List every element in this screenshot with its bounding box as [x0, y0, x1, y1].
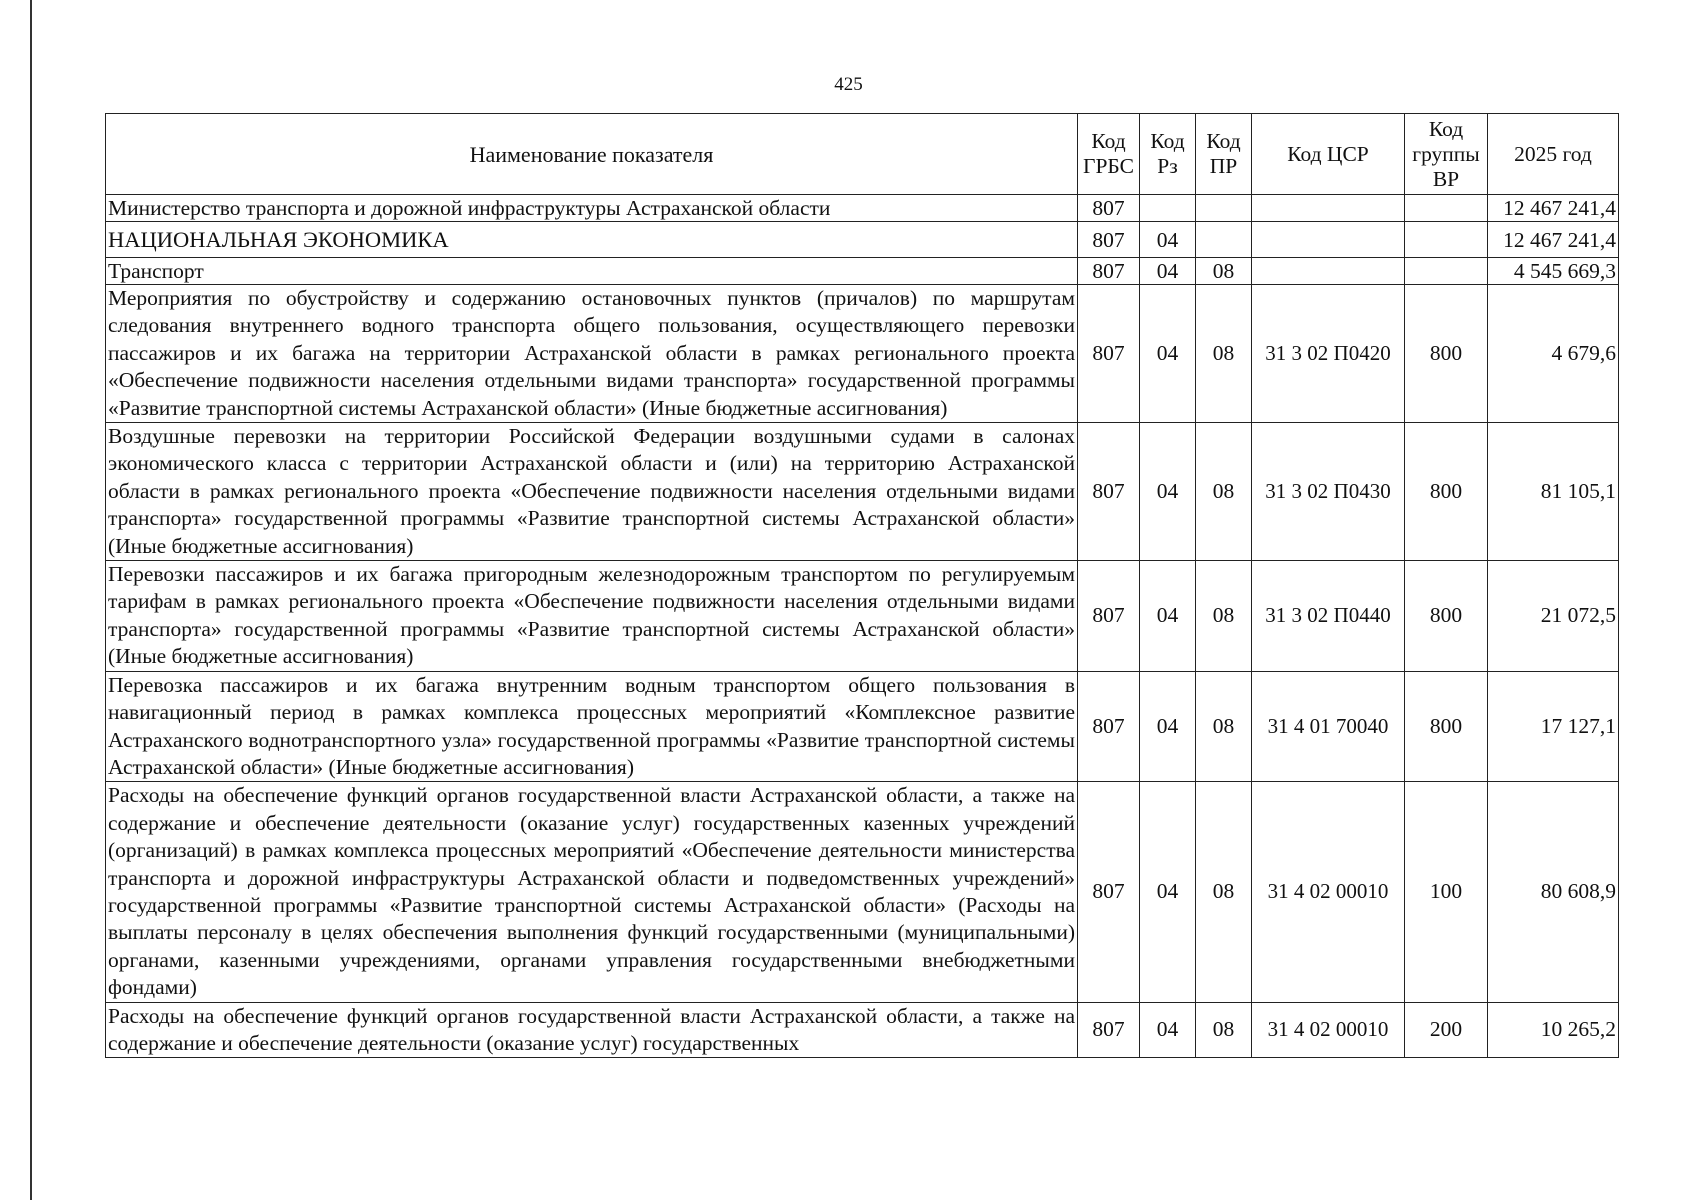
header-year: 2025 год — [1488, 114, 1619, 195]
row-vr: 100 — [1405, 782, 1488, 1002]
row-pr: 08 — [1196, 285, 1252, 423]
row-name: Расходы на обеспечение функций органов государственной власти Астраханской области, а также на содержание и обеспечение деятельности (оказание услуг) государственных — [106, 1002, 1078, 1058]
row-name: Транспорт — [106, 258, 1078, 285]
row-vr: 800 — [1405, 423, 1488, 561]
header-vr: Код группы ВР — [1405, 114, 1488, 195]
row-pr — [1196, 222, 1252, 258]
row-rz — [1140, 195, 1196, 222]
header-rz: Код Рз — [1140, 114, 1196, 195]
row-grbs: 807 — [1078, 195, 1140, 222]
header-pr: Код ПР — [1196, 114, 1252, 195]
table-row — [106, 222, 1619, 258]
row-pr: 08 — [1196, 423, 1252, 561]
table-row — [106, 423, 1619, 561]
row-vr — [1405, 222, 1488, 258]
row-grbs: 807 — [1078, 561, 1140, 672]
row-rz: 04 — [1140, 285, 1196, 423]
row-amount: 12 467 241,4 — [1488, 195, 1619, 222]
row-grbs: 807 — [1078, 258, 1140, 285]
row-name: Министерство транспорта и дорожной инфраструктуры Астраханской области — [106, 195, 1078, 222]
header-csr: Код ЦСР — [1252, 114, 1405, 195]
row-rz: 04 — [1140, 671, 1196, 782]
row-amount: 4 679,6 — [1488, 285, 1619, 423]
row-amount: 21 072,5 — [1488, 561, 1619, 672]
row-amount: 81 105,1 — [1488, 423, 1619, 561]
row-csr: 31 3 02 П0430 — [1252, 423, 1405, 561]
row-name: Перевозка пассажиров и их багажа внутренним водным транспортом общего пользования в навигационный период в рамках комплекса процессных мероприятий «Комплексное развитие Астраханского воднотранспортного узла» государственной программы «Развитие транспортной системы Астраханской области» (Иные бюджетные ассигнования) — [106, 671, 1078, 782]
row-rz: 04 — [1140, 1002, 1196, 1058]
row-rz: 04 — [1140, 561, 1196, 672]
row-vr — [1405, 195, 1488, 222]
row-amount: 4 545 669,3 — [1488, 258, 1619, 285]
row-pr: 08 — [1196, 1002, 1252, 1058]
row-csr — [1252, 222, 1405, 258]
row-csr — [1252, 195, 1405, 222]
table-row — [106, 1002, 1619, 1058]
table-row — [106, 195, 1619, 222]
row-vr — [1405, 258, 1488, 285]
table-header-row — [106, 114, 1619, 195]
header-grbs: Код ГРБС — [1078, 114, 1140, 195]
row-grbs: 807 — [1078, 423, 1140, 561]
row-pr — [1196, 195, 1252, 222]
row-grbs: 807 — [1078, 671, 1140, 782]
row-pr: 08 — [1196, 671, 1252, 782]
row-rz: 04 — [1140, 258, 1196, 285]
row-grbs: 807 — [1078, 222, 1140, 258]
page-edge-line — [30, 0, 32, 1200]
row-amount: 17 127,1 — [1488, 671, 1619, 782]
row-name: Воздушные перевозки на территории Российской Федерации воздушными судами в салонах экономического класса с территории Астраханской области и (или) на территорию Астраханской области в рамках регионального проекта «Обеспечение подвижности населения отдельными видами транспорта» государственной программы «Развитие транспортной системы Астраханской области» (Иные бюджетные ассигнования) — [106, 423, 1078, 561]
table-row — [106, 561, 1619, 672]
row-vr: 200 — [1405, 1002, 1488, 1058]
table-row — [106, 285, 1619, 423]
table-row — [106, 258, 1619, 285]
budget-table — [105, 113, 1619, 1058]
row-csr: 31 4 02 00010 — [1252, 782, 1405, 1002]
row-vr: 800 — [1405, 671, 1488, 782]
row-csr: 31 4 01 70040 — [1252, 671, 1405, 782]
row-pr: 08 — [1196, 782, 1252, 1002]
row-vr: 800 — [1405, 561, 1488, 672]
row-grbs: 807 — [1078, 285, 1140, 423]
row-csr: 31 3 02 П0440 — [1252, 561, 1405, 672]
row-csr: 31 3 02 П0420 — [1252, 285, 1405, 423]
row-amount: 10 265,2 — [1488, 1002, 1619, 1058]
row-rz: 04 — [1140, 222, 1196, 258]
row-name: НАЦИОНАЛЬНАЯ ЭКОНОМИКА — [106, 222, 1078, 258]
row-grbs: 807 — [1078, 1002, 1140, 1058]
row-name: Расходы на обеспечение функций органов государственной власти Астраханской области, а также на содержание и обеспечение деятельности (оказание услуг) государственных казенных учреждений (организаций) в рамках комплекса процессных мероприятий «Обеспечение деятельности министерства транспорта и дорожной инфраструктуры Астраханской области и подведомственных учреждений» государственной программы «Развитие транспортной системы Астраханской области» (Расходы на выплаты персоналу в целях обеспечения выполнения функций государственными (муниципальными) органами, казенными учреждениями, органами управления государственными внебюджетными фондами) — [106, 782, 1078, 1002]
row-grbs: 807 — [1078, 782, 1140, 1002]
row-amount: 80 608,9 — [1488, 782, 1619, 1002]
row-rz: 04 — [1140, 423, 1196, 561]
row-vr: 800 — [1405, 285, 1488, 423]
table-row — [106, 671, 1619, 782]
row-csr — [1252, 258, 1405, 285]
header-name: Наименование показателя — [106, 114, 1078, 195]
row-rz: 04 — [1140, 782, 1196, 1002]
table-row — [106, 782, 1619, 1002]
page-number: 425 — [834, 74, 863, 95]
row-amount: 12 467 241,4 — [1488, 222, 1619, 258]
row-name: Мероприятия по обустройству и содержанию остановочных пунктов (причалов) по маршрутам следования внутреннего водного транспорта общего пользования, осуществляющего перевозки пассажиров и их багажа на территории Астраханской области в рамках регионального проекта «Обеспечение подвижности населения отдельными видами транспорта» государственной программы «Развитие транспортной системы Астраханской области» (Иные бюджетные ассигнования) — [106, 285, 1078, 423]
row-pr: 08 — [1196, 561, 1252, 672]
row-pr: 08 — [1196, 258, 1252, 285]
row-csr: 31 4 02 00010 — [1252, 1002, 1405, 1058]
row-name: Перевозки пассажиров и их багажа пригородным железнодорожным транспортом по регулируемым тарифам в рамках регионального проекта «Обеспечение подвижности населения отдельными видами транспорта» государственной программы «Развитие транспортной системы Астраханской области» (Иные бюджетные ассигнования) — [106, 561, 1078, 672]
